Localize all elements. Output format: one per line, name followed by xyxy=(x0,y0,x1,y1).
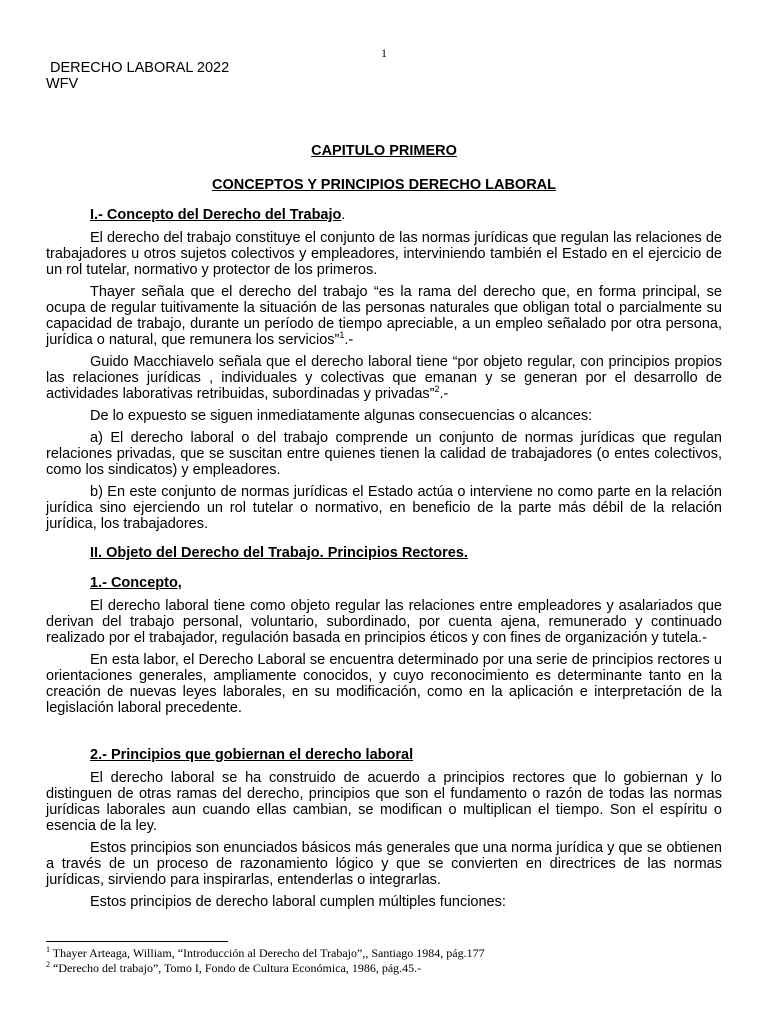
footnote-ref: 1 xyxy=(339,330,345,341)
page-number: 1 xyxy=(381,46,387,60)
header-course: DERECHO LABORAL 2022 xyxy=(50,60,230,76)
footnote xyxy=(46,961,485,976)
paragraph: De lo expuesto se siguen inmediatamente algunas consecuencias o alcances: xyxy=(90,408,593,424)
paragraph-macchiavelo xyxy=(46,354,722,402)
section-heading-text: I.- Concepto del Derecho del Trabajo xyxy=(90,207,342,223)
section-heading-text: II. Objeto del Derecho del Trabajo. Principios Rectores. xyxy=(90,545,468,561)
section-heading-objeto xyxy=(46,544,722,562)
subsection-heading-principios xyxy=(46,746,722,764)
paragraph: Estos principios de derecho laboral cumplen múltiples funciones: xyxy=(90,894,506,910)
paragraph: b) En este conjunto de normas jurídicas el Estado actúa o interviene no como parte en la relación jurídica sino ejerciendo un rol tutelar o normativo, en beneficio de la parte más débil de la relación jurídica, los trabajadores. xyxy=(46,484,722,532)
subsection-heading-concepto xyxy=(46,574,722,592)
document-body xyxy=(46,142,722,910)
footnote-text: “Derecho del trabajo”, Tomo I, Fondo de Cultura Económica, 1986, pág.45.- xyxy=(53,961,422,975)
subsection-heading-text: 2.- Principios que gobiernan el derecho laboral xyxy=(90,747,414,763)
footnotes xyxy=(46,946,485,976)
footnote-separator xyxy=(46,941,228,942)
paragraph-end: .- xyxy=(439,386,449,402)
footnote-ref: 2 xyxy=(434,384,440,395)
paragraph-end: .- xyxy=(344,332,354,348)
paragraph: a) El derecho laboral o del trabajo comprende un conjunto de normas jurídicas que regulan relaciones privadas, que se suscitan entre quienes tienen la calidad de trabajadores (o entes colectivos, como los sindicatos) y empleadores. xyxy=(46,430,722,478)
header-author: WFV xyxy=(46,76,79,92)
paragraph-text: Guido Macchiavelo señala que el derecho laboral tiene “por objeto regular, con principios propios las relaciones jurídicas , individuales y colectivas que emanan y se generan por el desarrollo de actividades laborativas retribuidas, subordinadas y privadas” xyxy=(46,354,722,402)
section-heading-end: . xyxy=(341,207,346,223)
document-header xyxy=(46,60,229,92)
paragraph: El derecho laboral se ha construido de acuerdo a principios rectores que lo gobiernan y lo distinguen de otras ramas del derecho, principios que son el fundamento o razón de todas las normas jurídicas laborales aun cuando ellas cambian, se modifican o multiplican el tiempo. Son el espíritu o esencia de la ley. xyxy=(46,770,722,834)
chapter-title: CAPITULO PRIMERO xyxy=(311,143,457,159)
paragraph: El derecho laboral tiene como objeto regular las relaciones entre empleadores y asalariados que derivan del trabajo personal, voluntario, subordinado, por cuenta ajena, remunerado y continuado realizado por el trabajador, regulación basada en principios éticos y con fines de organización y tutela.- xyxy=(46,598,722,646)
paragraph: El derecho del trabajo constituye el conjunto de las normas jurídicas que regulan las relaciones de trabajadores u otros sujetos colectivos y empleadores, interviniendo también el Estado en el ejercicio de un rol tutelar, normativo y protector de los primeros. xyxy=(46,230,722,278)
section-heading-concepto xyxy=(46,206,722,224)
paragraph-text: Thayer señala que el derecho del trabajo “es la rama del derecho que, en forma principal, se ocupa de regular tuitivamente la situación de las personas naturales que obligan total o parcialmente su capacidad de trabajo, durante un período de tiempo apreciable, a un empleo señalado por otra persona, jurídica o natural, que remunera los servicios” xyxy=(46,284,722,348)
subsection-heading-text: 1.- Concepto, xyxy=(90,575,182,591)
paragraph: En esta labor, el Derecho Laboral se encuentra determinado por una serie de principios rectores u orientaciones generales, ampliamente conocidos, y cuyo reconocimiento es determinante tanto en la creación de nuevas leyes laborales, en su modificación, como en la aplicación e interpretación de la legislación laboral precedente. xyxy=(46,652,722,716)
footnote-number: 2 xyxy=(46,960,50,969)
footnote-number: 1 xyxy=(46,945,50,954)
paragraph-thayer xyxy=(46,284,722,348)
chapter-subtitle: CONCEPTOS Y PRINCIPIOS DERECHO LABORAL xyxy=(211,177,557,193)
paragraph: Estos principios son enunciados básicos más generales que una norma jurídica y que se obtienen a través de un proceso de razonamiento lógico y que se convierten en directrices de las normas jurídicas, sirviendo para inspirarlas, entenderlas o integrarlas. xyxy=(46,840,722,888)
footnote-text: Thayer Arteaga, William, “Introducción al Derecho del Trabajo”,, Santiago 1984, pág.177 xyxy=(52,946,485,960)
footnote xyxy=(46,946,485,961)
spacer xyxy=(46,716,722,734)
